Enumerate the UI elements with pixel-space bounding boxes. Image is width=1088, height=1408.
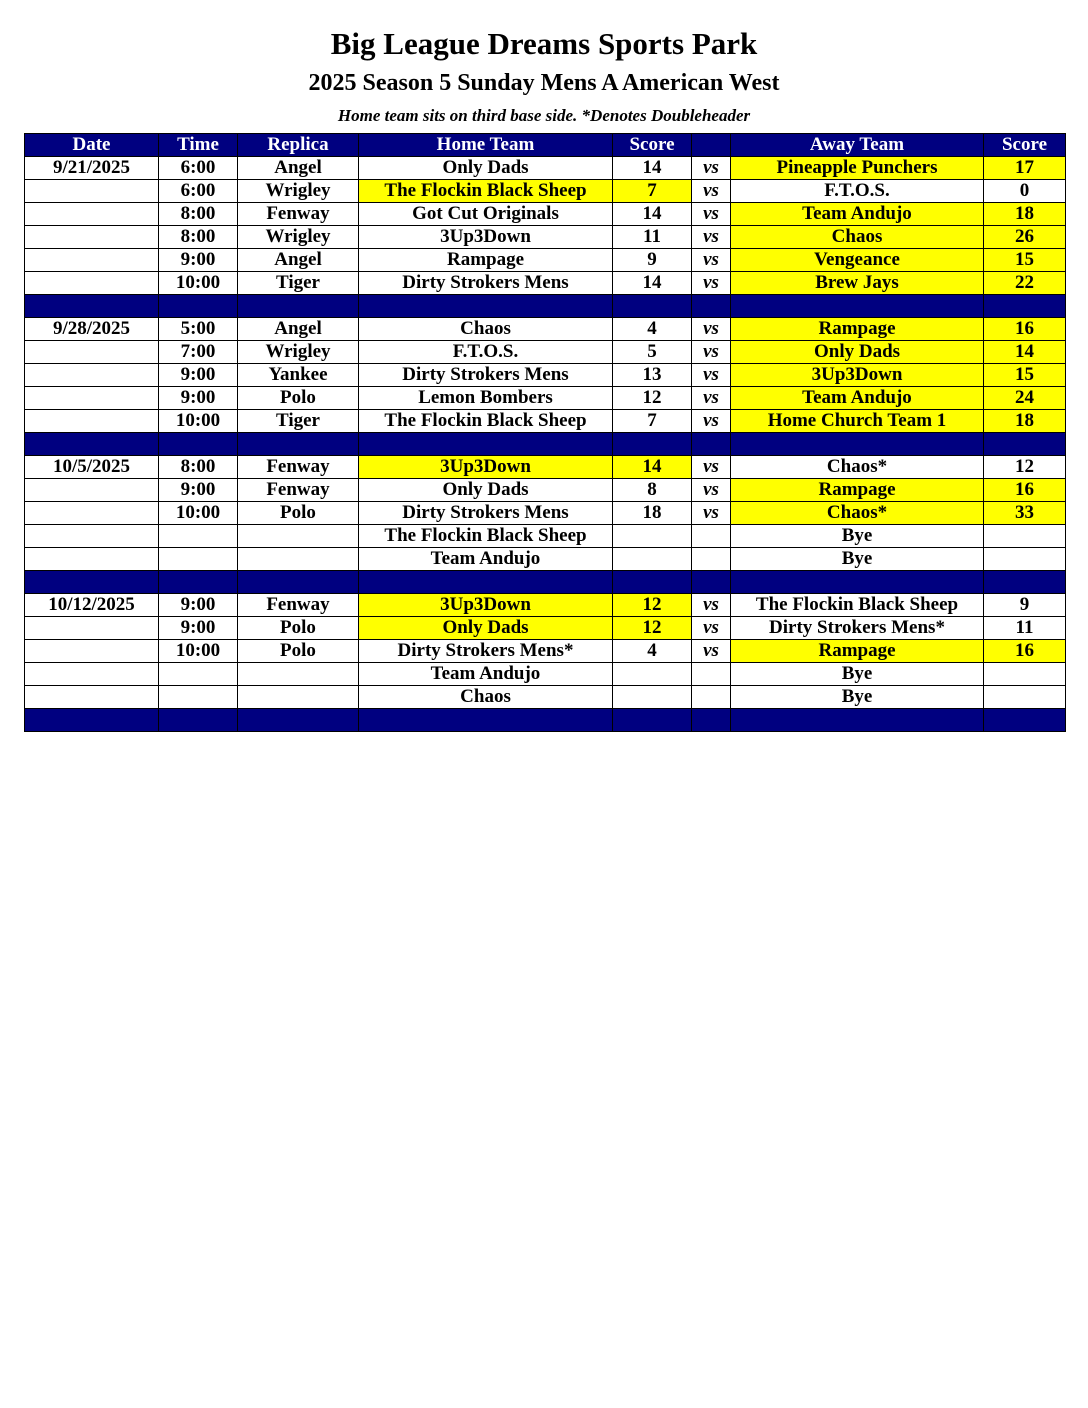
time-cell: 9:00 — [159, 617, 238, 640]
table-row — [25, 341, 1066, 364]
header-row — [25, 134, 1066, 157]
away-score-cell: 18 — [984, 410, 1066, 433]
separator-cell — [25, 709, 159, 732]
date-cell — [25, 410, 159, 433]
away-team-cell: Dirty Strokers Mens* — [731, 617, 984, 640]
replica-cell — [238, 663, 359, 686]
away-score-cell: 16 — [984, 479, 1066, 502]
home-score-cell — [613, 686, 692, 709]
home-team-cell: Only Dads — [359, 617, 613, 640]
separator-cell — [984, 433, 1066, 456]
vs-cell: vs — [692, 594, 731, 617]
vs-cell — [692, 525, 731, 548]
page-subtitle: 2025 Season 5 Sunday Mens A American West — [308, 70, 780, 96]
replica-cell: Polo — [238, 617, 359, 640]
replica-cell: Fenway — [238, 203, 359, 226]
home-team-cell: Only Dads — [359, 157, 613, 180]
replica-cell: Yankee — [238, 364, 359, 387]
separator-cell — [692, 571, 731, 594]
separator-cell — [238, 709, 359, 732]
col-header-home-team: Home Team — [359, 134, 613, 157]
time-cell: 8:00 — [159, 226, 238, 249]
home-score-cell: 14 — [613, 272, 692, 295]
vs-cell: vs — [692, 640, 731, 663]
time-cell: 9:00 — [159, 479, 238, 502]
separator-cell — [731, 295, 984, 318]
separator-cell — [692, 709, 731, 732]
replica-cell: Wrigley — [238, 226, 359, 249]
home-score-cell: 14 — [613, 157, 692, 180]
separator-cell — [159, 433, 238, 456]
table-row — [25, 594, 1066, 617]
table-row — [25, 410, 1066, 433]
home-score-cell — [613, 525, 692, 548]
date-cell: 10/5/2025 — [25, 456, 159, 479]
away-team-cell: Rampage — [731, 318, 984, 341]
away-team-cell: 3Up3Down — [731, 364, 984, 387]
replica-cell — [238, 525, 359, 548]
vs-cell: vs — [692, 364, 731, 387]
home-score-cell: 7 — [613, 410, 692, 433]
col-header-date: Date — [25, 134, 159, 157]
away-score-cell: 14 — [984, 341, 1066, 364]
home-team-cell: Chaos — [359, 686, 613, 709]
separator-cell — [731, 571, 984, 594]
table-row — [25, 502, 1066, 525]
table-row — [25, 203, 1066, 226]
vs-cell — [692, 663, 731, 686]
home-score-cell: 14 — [613, 456, 692, 479]
vs-cell: vs — [692, 318, 731, 341]
date-cell — [25, 203, 159, 226]
away-team-cell: Rampage — [731, 479, 984, 502]
date-cell — [25, 180, 159, 203]
time-cell: 8:00 — [159, 203, 238, 226]
home-score-cell: 12 — [613, 594, 692, 617]
away-score-cell: 17 — [984, 157, 1066, 180]
home-score-cell: 13 — [613, 364, 692, 387]
table-row — [25, 226, 1066, 249]
separator-cell — [25, 433, 159, 456]
home-team-cell: Dirty Strokers Mens — [359, 272, 613, 295]
away-score-cell: 16 — [984, 640, 1066, 663]
away-score-cell — [984, 525, 1066, 548]
home-score-cell — [613, 663, 692, 686]
replica-cell: Wrigley — [238, 180, 359, 203]
home-team-cell: Chaos — [359, 318, 613, 341]
replica-cell: Fenway — [238, 479, 359, 502]
vs-cell: vs — [692, 157, 731, 180]
away-team-cell: Chaos* — [731, 456, 984, 479]
col-header-away-team: Away Team — [731, 134, 984, 157]
away-score-cell: 15 — [984, 364, 1066, 387]
separator-cell — [359, 433, 613, 456]
table-row — [25, 456, 1066, 479]
away-score-cell: 24 — [984, 387, 1066, 410]
home-score-cell: 5 — [613, 341, 692, 364]
week-separator-row — [25, 571, 1066, 594]
away-team-cell: Bye — [731, 686, 984, 709]
time-cell: 10:00 — [159, 272, 238, 295]
table-row — [25, 640, 1066, 663]
away-score-cell: 0 — [984, 180, 1066, 203]
vs-cell: vs — [692, 387, 731, 410]
home-score-cell: 4 — [613, 640, 692, 663]
table-row — [25, 249, 1066, 272]
separator-cell — [159, 571, 238, 594]
replica-cell: Polo — [238, 502, 359, 525]
time-cell: 10:00 — [159, 502, 238, 525]
date-cell — [25, 548, 159, 571]
away-score-cell: 9 — [984, 594, 1066, 617]
vs-cell: vs — [692, 410, 731, 433]
time-cell — [159, 663, 238, 686]
table-row — [25, 617, 1066, 640]
time-cell: 10:00 — [159, 640, 238, 663]
home-team-cell: Dirty Strokers Mens — [359, 364, 613, 387]
vs-cell: vs — [692, 226, 731, 249]
date-cell — [25, 617, 159, 640]
replica-cell — [238, 548, 359, 571]
schedule-table — [24, 133, 1066, 732]
date-cell — [25, 272, 159, 295]
date-cell — [25, 686, 159, 709]
away-score-cell — [984, 663, 1066, 686]
away-score-cell: 33 — [984, 502, 1066, 525]
home-score-cell: 18 — [613, 502, 692, 525]
vs-cell: vs — [692, 203, 731, 226]
separator-cell — [238, 433, 359, 456]
home-team-cell: Dirty Strokers Mens — [359, 502, 613, 525]
replica-cell: Fenway — [238, 594, 359, 617]
home-score-cell: 14 — [613, 203, 692, 226]
separator-cell — [984, 295, 1066, 318]
away-team-cell: Team Andujo — [731, 387, 984, 410]
replica-cell: Angel — [238, 318, 359, 341]
separator-cell — [359, 571, 613, 594]
week-separator-row — [25, 709, 1066, 732]
away-team-cell: The Flockin Black Sheep — [731, 594, 984, 617]
home-team-cell: The Flockin Black Sheep — [359, 525, 613, 548]
home-team-cell: F.T.O.S. — [359, 341, 613, 364]
table-row — [25, 180, 1066, 203]
date-cell — [25, 249, 159, 272]
time-cell — [159, 686, 238, 709]
col-header-home-score: Score — [613, 134, 692, 157]
home-team-cell: Team Andujo — [359, 548, 613, 571]
col-header-replica: Replica — [238, 134, 359, 157]
away-score-cell: 11 — [984, 617, 1066, 640]
home-team-cell: The Flockin Black Sheep — [359, 180, 613, 203]
separator-cell — [25, 571, 159, 594]
separator-cell — [238, 295, 359, 318]
separator-cell — [613, 709, 692, 732]
time-cell: 5:00 — [159, 318, 238, 341]
week-separator-row — [25, 433, 1066, 456]
away-team-cell: F.T.O.S. — [731, 180, 984, 203]
away-score-cell: 15 — [984, 249, 1066, 272]
separator-cell — [613, 433, 692, 456]
date-cell — [25, 479, 159, 502]
away-team-cell: Brew Jays — [731, 272, 984, 295]
time-cell: 9:00 — [159, 364, 238, 387]
table-row — [25, 548, 1066, 571]
home-team-cell: The Flockin Black Sheep — [359, 410, 613, 433]
vs-cell: vs — [692, 456, 731, 479]
separator-cell — [692, 295, 731, 318]
replica-cell: Angel — [238, 249, 359, 272]
col-header-away-score: Score — [984, 134, 1066, 157]
replica-cell: Polo — [238, 640, 359, 663]
separator-cell — [359, 295, 613, 318]
away-team-cell: Bye — [731, 525, 984, 548]
replica-cell: Tiger — [238, 410, 359, 433]
date-cell — [25, 663, 159, 686]
separator-cell — [25, 295, 159, 318]
away-score-cell: 26 — [984, 226, 1066, 249]
away-team-cell: Bye — [731, 663, 984, 686]
vs-cell: vs — [692, 502, 731, 525]
home-team-cell: 3Up3Down — [359, 226, 613, 249]
time-cell: 8:00 — [159, 456, 238, 479]
away-score-cell: 16 — [984, 318, 1066, 341]
home-team-cell: Got Cut Originals — [359, 203, 613, 226]
home-score-cell — [613, 548, 692, 571]
separator-cell — [613, 295, 692, 318]
date-cell — [25, 502, 159, 525]
home-team-cell: 3Up3Down — [359, 594, 613, 617]
separator-cell — [238, 571, 359, 594]
col-header-vs — [692, 134, 731, 157]
table-row — [25, 318, 1066, 341]
vs-cell: vs — [692, 249, 731, 272]
separator-cell — [159, 709, 238, 732]
date-cell — [25, 525, 159, 548]
away-score-cell: 12 — [984, 456, 1066, 479]
replica-cell: Polo — [238, 387, 359, 410]
replica-cell: Wrigley — [238, 341, 359, 364]
date-cell — [25, 341, 159, 364]
away-team-cell: Vengeance — [731, 249, 984, 272]
home-score-cell: 9 — [613, 249, 692, 272]
away-team-cell: Bye — [731, 548, 984, 571]
time-cell — [159, 548, 238, 571]
time-cell — [159, 525, 238, 548]
away-team-cell: Rampage — [731, 640, 984, 663]
home-team-cell: Rampage — [359, 249, 613, 272]
time-cell: 9:00 — [159, 594, 238, 617]
away-team-cell: Chaos* — [731, 502, 984, 525]
vs-cell — [692, 548, 731, 571]
separator-cell — [984, 709, 1066, 732]
table-row — [25, 479, 1066, 502]
table-row — [25, 387, 1066, 410]
home-team-cell: Team Andujo — [359, 663, 613, 686]
replica-cell: Tiger — [238, 272, 359, 295]
separator-cell — [613, 571, 692, 594]
table-row — [25, 525, 1066, 548]
week-separator-row — [25, 295, 1066, 318]
home-score-cell: 7 — [613, 180, 692, 203]
home-team-cell: Lemon Bombers — [359, 387, 613, 410]
home-team-cell: Dirty Strokers Mens* — [359, 640, 613, 663]
time-cell: 10:00 — [159, 410, 238, 433]
table-row — [25, 157, 1066, 180]
col-header-time: Time — [159, 134, 238, 157]
replica-cell: Fenway — [238, 456, 359, 479]
date-cell — [25, 226, 159, 249]
time-cell: 6:00 — [159, 180, 238, 203]
table-row — [25, 686, 1066, 709]
separator-cell — [984, 571, 1066, 594]
away-score-cell: 18 — [984, 203, 1066, 226]
vs-cell: vs — [692, 180, 731, 203]
time-cell: 9:00 — [159, 249, 238, 272]
vs-cell: vs — [692, 341, 731, 364]
time-cell: 9:00 — [159, 387, 238, 410]
schedule-body — [25, 157, 1066, 732]
date-cell — [25, 364, 159, 387]
away-score-cell — [984, 548, 1066, 571]
away-team-cell: Home Church Team 1 — [731, 410, 984, 433]
date-cell — [25, 640, 159, 663]
table-row — [25, 663, 1066, 686]
schedule-note: Home team sits on third base side. *Denotes Doubleheader — [337, 106, 751, 125]
vs-cell: vs — [692, 617, 731, 640]
time-cell: 6:00 — [159, 157, 238, 180]
table-row — [25, 272, 1066, 295]
separator-cell — [731, 433, 984, 456]
date-cell: 10/12/2025 — [25, 594, 159, 617]
vs-cell — [692, 686, 731, 709]
away-team-cell: Chaos — [731, 226, 984, 249]
time-cell: 7:00 — [159, 341, 238, 364]
page-title: Big League Dreams Sports Park — [330, 26, 758, 61]
away-team-cell: Pineapple Punchers — [731, 157, 984, 180]
replica-cell — [238, 686, 359, 709]
table-row — [25, 364, 1066, 387]
separator-cell — [692, 433, 731, 456]
home-team-cell: Only Dads — [359, 479, 613, 502]
home-score-cell: 8 — [613, 479, 692, 502]
away-team-cell: Team Andujo — [731, 203, 984, 226]
home-score-cell: 4 — [613, 318, 692, 341]
away-team-cell: Only Dads — [731, 341, 984, 364]
vs-cell: vs — [692, 479, 731, 502]
separator-cell — [159, 295, 238, 318]
date-cell — [25, 387, 159, 410]
replica-cell: Angel — [238, 157, 359, 180]
separator-cell — [731, 709, 984, 732]
away-score-cell — [984, 686, 1066, 709]
away-score-cell: 22 — [984, 272, 1066, 295]
home-score-cell: 12 — [613, 387, 692, 410]
home-score-cell: 12 — [613, 617, 692, 640]
date-cell: 9/28/2025 — [25, 318, 159, 341]
vs-cell: vs — [692, 272, 731, 295]
home-score-cell: 11 — [613, 226, 692, 249]
date-cell: 9/21/2025 — [25, 157, 159, 180]
home-team-cell: 3Up3Down — [359, 456, 613, 479]
separator-cell — [359, 709, 613, 732]
